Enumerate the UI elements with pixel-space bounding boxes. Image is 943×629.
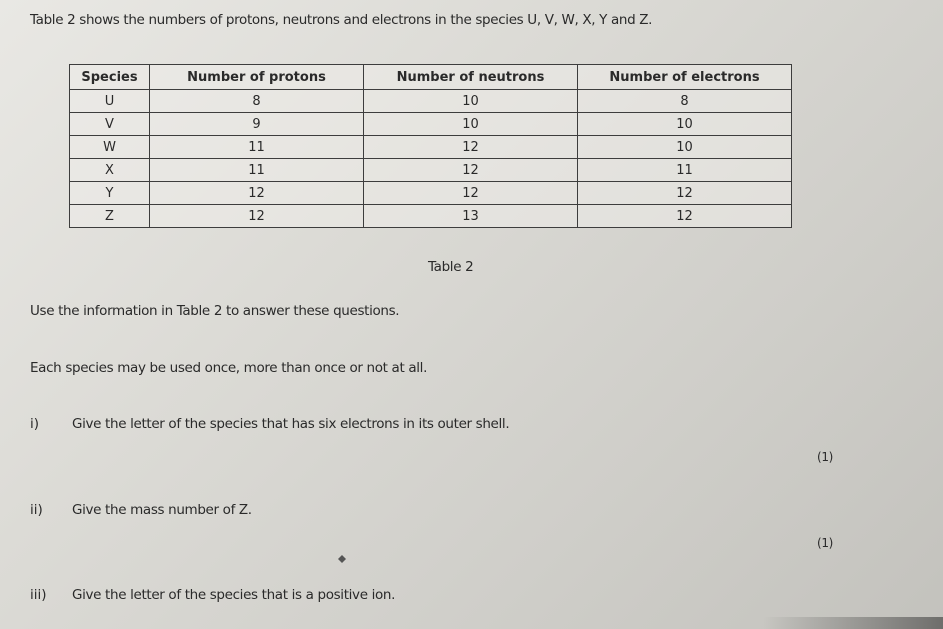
question-text: Give the letter of the species that has six electrons in its outer shell.: [72, 416, 510, 432]
cell-neutrons: 13: [364, 205, 578, 228]
species-table: [69, 64, 792, 228]
table-row: [70, 182, 792, 205]
question-marks: (1): [817, 450, 833, 464]
cell-electrons: 12: [578, 182, 792, 205]
table-row: [70, 136, 792, 159]
instruction-text: Each species may be used once, more than once or not at all.: [30, 360, 428, 376]
table-header-row: [70, 65, 792, 90]
cell-neutrons: 12: [364, 159, 578, 182]
table-row: [70, 113, 792, 136]
table-caption: Table 2: [428, 259, 474, 275]
cell-species: Z: [70, 205, 150, 228]
instruction-text: Use the information in Table 2 to answer these questions.: [30, 303, 400, 319]
header-species: Species: [70, 65, 150, 90]
cell-electrons: 11: [578, 159, 792, 182]
cell-species: V: [70, 113, 150, 136]
cell-species: W: [70, 136, 150, 159]
cursor-icon: [338, 555, 346, 563]
question-text: Give the mass number of Z.: [72, 502, 252, 518]
header-neutrons: Number of neutrons: [364, 65, 578, 90]
table-row: [70, 159, 792, 182]
cell-protons: 12: [150, 182, 364, 205]
cell-protons: 8: [150, 90, 364, 113]
question-number: iii): [30, 587, 47, 603]
table-row: [70, 90, 792, 113]
cell-species: Y: [70, 182, 150, 205]
table-2: [69, 64, 791, 228]
cell-species: X: [70, 159, 150, 182]
cell-protons: 12: [150, 205, 364, 228]
cell-neutrons: 12: [364, 136, 578, 159]
cell-neutrons: 10: [364, 90, 578, 113]
cell-electrons: 8: [578, 90, 792, 113]
cell-neutrons: 12: [364, 182, 578, 205]
header-electrons: Number of electrons: [578, 65, 792, 90]
cell-protons: 11: [150, 136, 364, 159]
question-text: Give the letter of the species that is a positive ion.: [72, 587, 396, 603]
cell-electrons: 10: [578, 136, 792, 159]
intro-text: Table 2 shows the numbers of protons, neutrons and electrons in the species U, V, W, X, Y and Z.: [30, 12, 653, 28]
cell-neutrons: 10: [364, 113, 578, 136]
photo-shadow: [763, 617, 943, 629]
cell-electrons: 10: [578, 113, 792, 136]
question-number: ii): [30, 502, 43, 518]
cell-protons: 9: [150, 113, 364, 136]
header-protons: Number of protons: [150, 65, 364, 90]
cell-electrons: 12: [578, 205, 792, 228]
cell-protons: 11: [150, 159, 364, 182]
cell-species: U: [70, 90, 150, 113]
table-row: [70, 205, 792, 228]
question-marks: (1): [817, 536, 833, 550]
question-number: i): [30, 416, 40, 432]
